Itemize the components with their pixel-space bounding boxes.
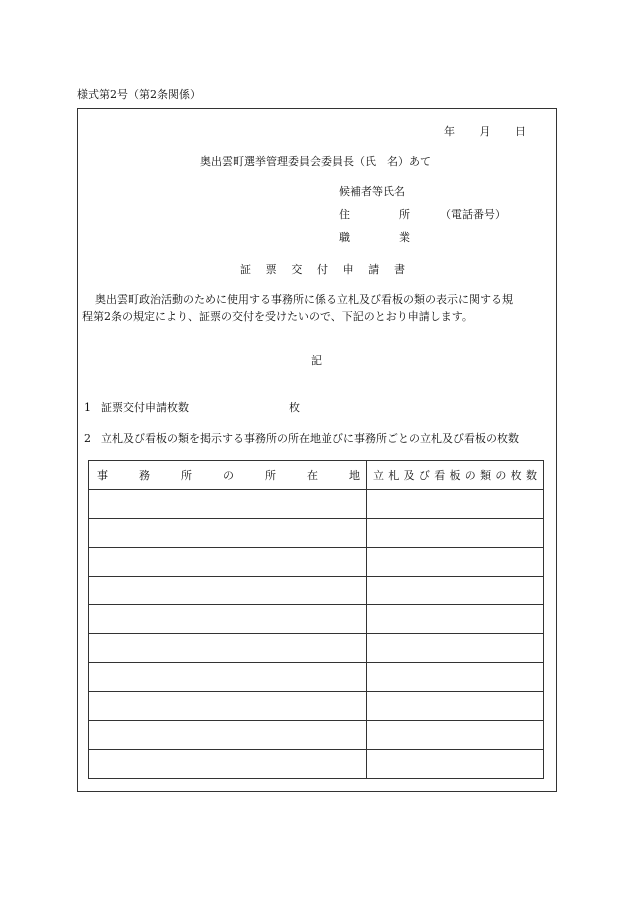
sign-count-cell[interactable]	[367, 692, 544, 721]
table-row	[89, 518, 544, 547]
applicant-occupation-label: 職 業	[339, 231, 410, 244]
table-row	[89, 634, 544, 663]
office-location-cell[interactable]	[89, 518, 367, 547]
form-number: 様式第2号（第2条関係）	[77, 88, 201, 101]
table-header-row	[89, 461, 544, 490]
body-text-line1: 奥出雲町政治活動のために使用する事務所に係る立札及び看板の類の表示に関する規	[95, 293, 513, 306]
table-row	[89, 489, 544, 518]
header-office-location: 事 務 所 の 所 在 地	[89, 461, 367, 490]
office-location-cell[interactable]	[89, 663, 367, 692]
table-row	[89, 721, 544, 750]
date-month-label: 月	[479, 125, 491, 138]
sign-count-cell[interactable]	[367, 721, 544, 750]
sign-count-cell[interactable]	[367, 576, 544, 605]
item2-number: 2	[84, 432, 91, 445]
addressee: 奥出雲町選挙管理委員会委員長（氏 名）あて	[200, 155, 431, 168]
item2-label: 立札及び看板の類を掲示する事務所の所在地並びに事務所ごとの立札及び看板の枚数	[101, 432, 519, 445]
item1-number: 1	[84, 401, 91, 414]
table-row	[89, 663, 544, 692]
header-sign-count: 立 札 及 び 看 板 の 類 の 枚 数	[367, 461, 544, 490]
document-title: 証 票 交 付 申 請 書	[240, 263, 405, 276]
office-location-cell[interactable]	[89, 721, 367, 750]
sign-count-cell[interactable]	[367, 605, 544, 634]
applicant-phone-label: （電話番号）	[440, 208, 506, 221]
office-table	[88, 460, 544, 779]
applicant-address-label: 住 所	[339, 208, 410, 221]
table-row	[89, 749, 544, 778]
date-day-label: 日	[515, 125, 526, 138]
office-location-cell[interactable]	[89, 605, 367, 634]
sign-count-cell[interactable]	[367, 518, 544, 547]
body-text-line2: 程第2条の規定により、証票の交付を受けたいので、下記のとおり申請します。	[82, 310, 473, 323]
sign-count-cell[interactable]	[367, 663, 544, 692]
applicant-name-label: 候補者等氏名	[339, 185, 405, 198]
office-location-cell[interactable]	[89, 489, 367, 518]
office-location-cell[interactable]	[89, 576, 367, 605]
sign-count-cell[interactable]	[367, 547, 544, 576]
table-row	[89, 547, 544, 576]
table-row	[89, 605, 544, 634]
sign-count-cell[interactable]	[367, 489, 544, 518]
sign-count-cell[interactable]	[367, 634, 544, 663]
sign-count-cell[interactable]	[367, 749, 544, 778]
office-location-cell[interactable]	[89, 547, 367, 576]
date-year-label: 年	[444, 125, 455, 138]
item1-unit: 枚	[289, 401, 300, 414]
office-location-cell[interactable]	[89, 749, 367, 778]
table-row	[89, 692, 544, 721]
office-location-cell[interactable]	[89, 634, 367, 663]
office-location-cell[interactable]	[89, 692, 367, 721]
item1-label: 証票交付申請枚数	[101, 401, 189, 414]
ki-heading: 記	[311, 354, 322, 367]
date-fields	[444, 125, 526, 139]
table-row	[89, 576, 544, 605]
